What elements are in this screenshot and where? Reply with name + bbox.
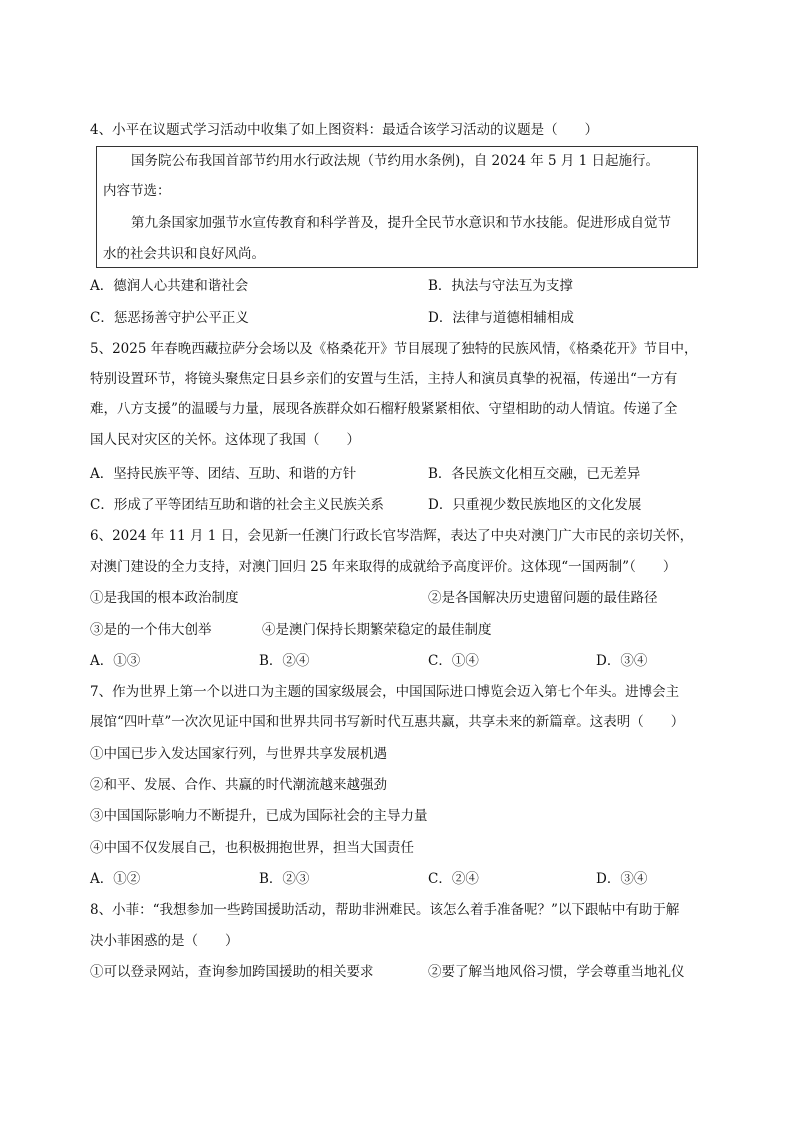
q6-line2: 对澳门建设的全力支持，对澳门回归 25 年来取得的成就给予高度评价。这体现“一国两制”（ ）: [90, 559, 677, 575]
q4-box-line3: 第九条国家加强节水宣传教育和科学普及，提升全民节水意识和节水技能。促进形成自觉节: [131, 215, 671, 231]
q7-line2: 展馆“四叶草”一次次见证中国和世界共同书写新时代互惠共赢，共享未来的新篇章。这表明（ ）: [90, 714, 685, 730]
q5-option-d: D．只重视少数民族地区的文化发展: [428, 497, 642, 513]
q8-item1: ①可以登录网站，查询参加跨国援助的相关要求: [90, 964, 374, 980]
q4-box-line1: 国务院公布我国首部节约用水行政法规（节约用水条例)，自 2024 年 5 月 1 日起施行。: [131, 153, 660, 169]
q4-option-c: C．惩恶扬善守护公平正义: [90, 310, 249, 326]
q4-option-d: D．法律与道德相辅相成: [428, 310, 574, 326]
q7-item4: ④中国不仅发展自己，也积极拥抱世界，担当大国责任: [90, 840, 414, 856]
q4-material-box: [96, 146, 698, 268]
q4-option-a: A．德润人心共建和谐社会: [90, 278, 249, 294]
q6-option-b: B．②④: [259, 653, 310, 669]
q6-line1: 6、2024 年 11 月 1 日，会见新一任澳门行政长官岑浩辉，表达了中央对澳门广大市民的亲切关怀，: [90, 528, 694, 544]
q6-item3: ③是的一个伟大创举: [90, 622, 212, 638]
q6-item1: ①是我国的根本政治制度: [90, 590, 239, 606]
q5-option-c: C．形成了平等团结互助和谐的社会主义民族关系: [90, 497, 384, 513]
q8-line1: 8、小菲：“我想参加一些跨国援助活动，帮助非洲难民。该怎么着手准备呢？”以下跟帖中有助于解: [90, 902, 680, 918]
q7-option-a: A．①②: [90, 871, 141, 887]
q6-item2: ②是各国解决历史遗留问题的最佳路径: [428, 590, 658, 606]
q4-box-line4: 水的社会共识和良好风尚。: [103, 246, 265, 262]
q4-stem: 4、小平在议题式学习活动中收集了如上图资料：最适合该学习活动的议题是（ ）: [90, 122, 599, 138]
q6-item4: ④是澳门保持长期繁荣稳定的最佳制度: [262, 622, 492, 638]
q4-option-b: B．执法与守法互为支撑: [428, 278, 573, 294]
q7-option-d: D．③④: [596, 871, 648, 887]
q7-option-c: C．②④: [428, 871, 479, 887]
q8-item2: ②要了解当地风俗习惯，学会尊重当地礼仪: [428, 964, 685, 980]
q7-item2: ②和平、发展、合作、共赢的时代潮流越来越强劲: [90, 777, 387, 793]
q5-line4: 国人民对灾区的关怀。这体现了我国（ ）: [90, 432, 360, 448]
q6-option-c: C．①④: [428, 653, 479, 669]
q7-item1: ①中国已步入发达国家行列，与世界共享发展机遇: [90, 746, 387, 762]
q6-option-d: D．③④: [596, 653, 648, 669]
q5-option-a: A．坚持民族平等、团结、互助、和谐的方针: [90, 466, 357, 482]
q4-box-line2: 内容节选：: [103, 183, 171, 199]
q5-line3: 难，八方支援”的温暖与力量，展现各族群众如石榴籽般紧紧相依、守望相助的动人情谊。传递了全: [90, 401, 678, 417]
q5-option-b: B．各民族文化相互交融，已无差异: [428, 466, 641, 482]
q7-item3: ③中国国际影响力不断提升，已成为国际社会的主导力量: [90, 808, 428, 824]
q7-option-b: B．②③: [259, 871, 310, 887]
q5-line2: 特别设置环节，将镜头聚焦定日县乡亲们的安置与生活，主持人和演员真挚的祝福，传递出“一方有: [90, 371, 678, 387]
q5-line1: 5、2025 年春晚西藏拉萨分会场以及《格桑花开》节目展现了独特的民族风情，《格桑花开》节目中，: [90, 341, 698, 357]
q6-option-a: A．①③: [90, 653, 141, 669]
q8-line2: 决小菲困惑的是（ ）: [90, 933, 239, 949]
q7-line1: 7、作为世界上第一个以进口为主题的国家级展会，中国国际进口博览会迈入第七个年头。进博会主: [90, 684, 680, 700]
